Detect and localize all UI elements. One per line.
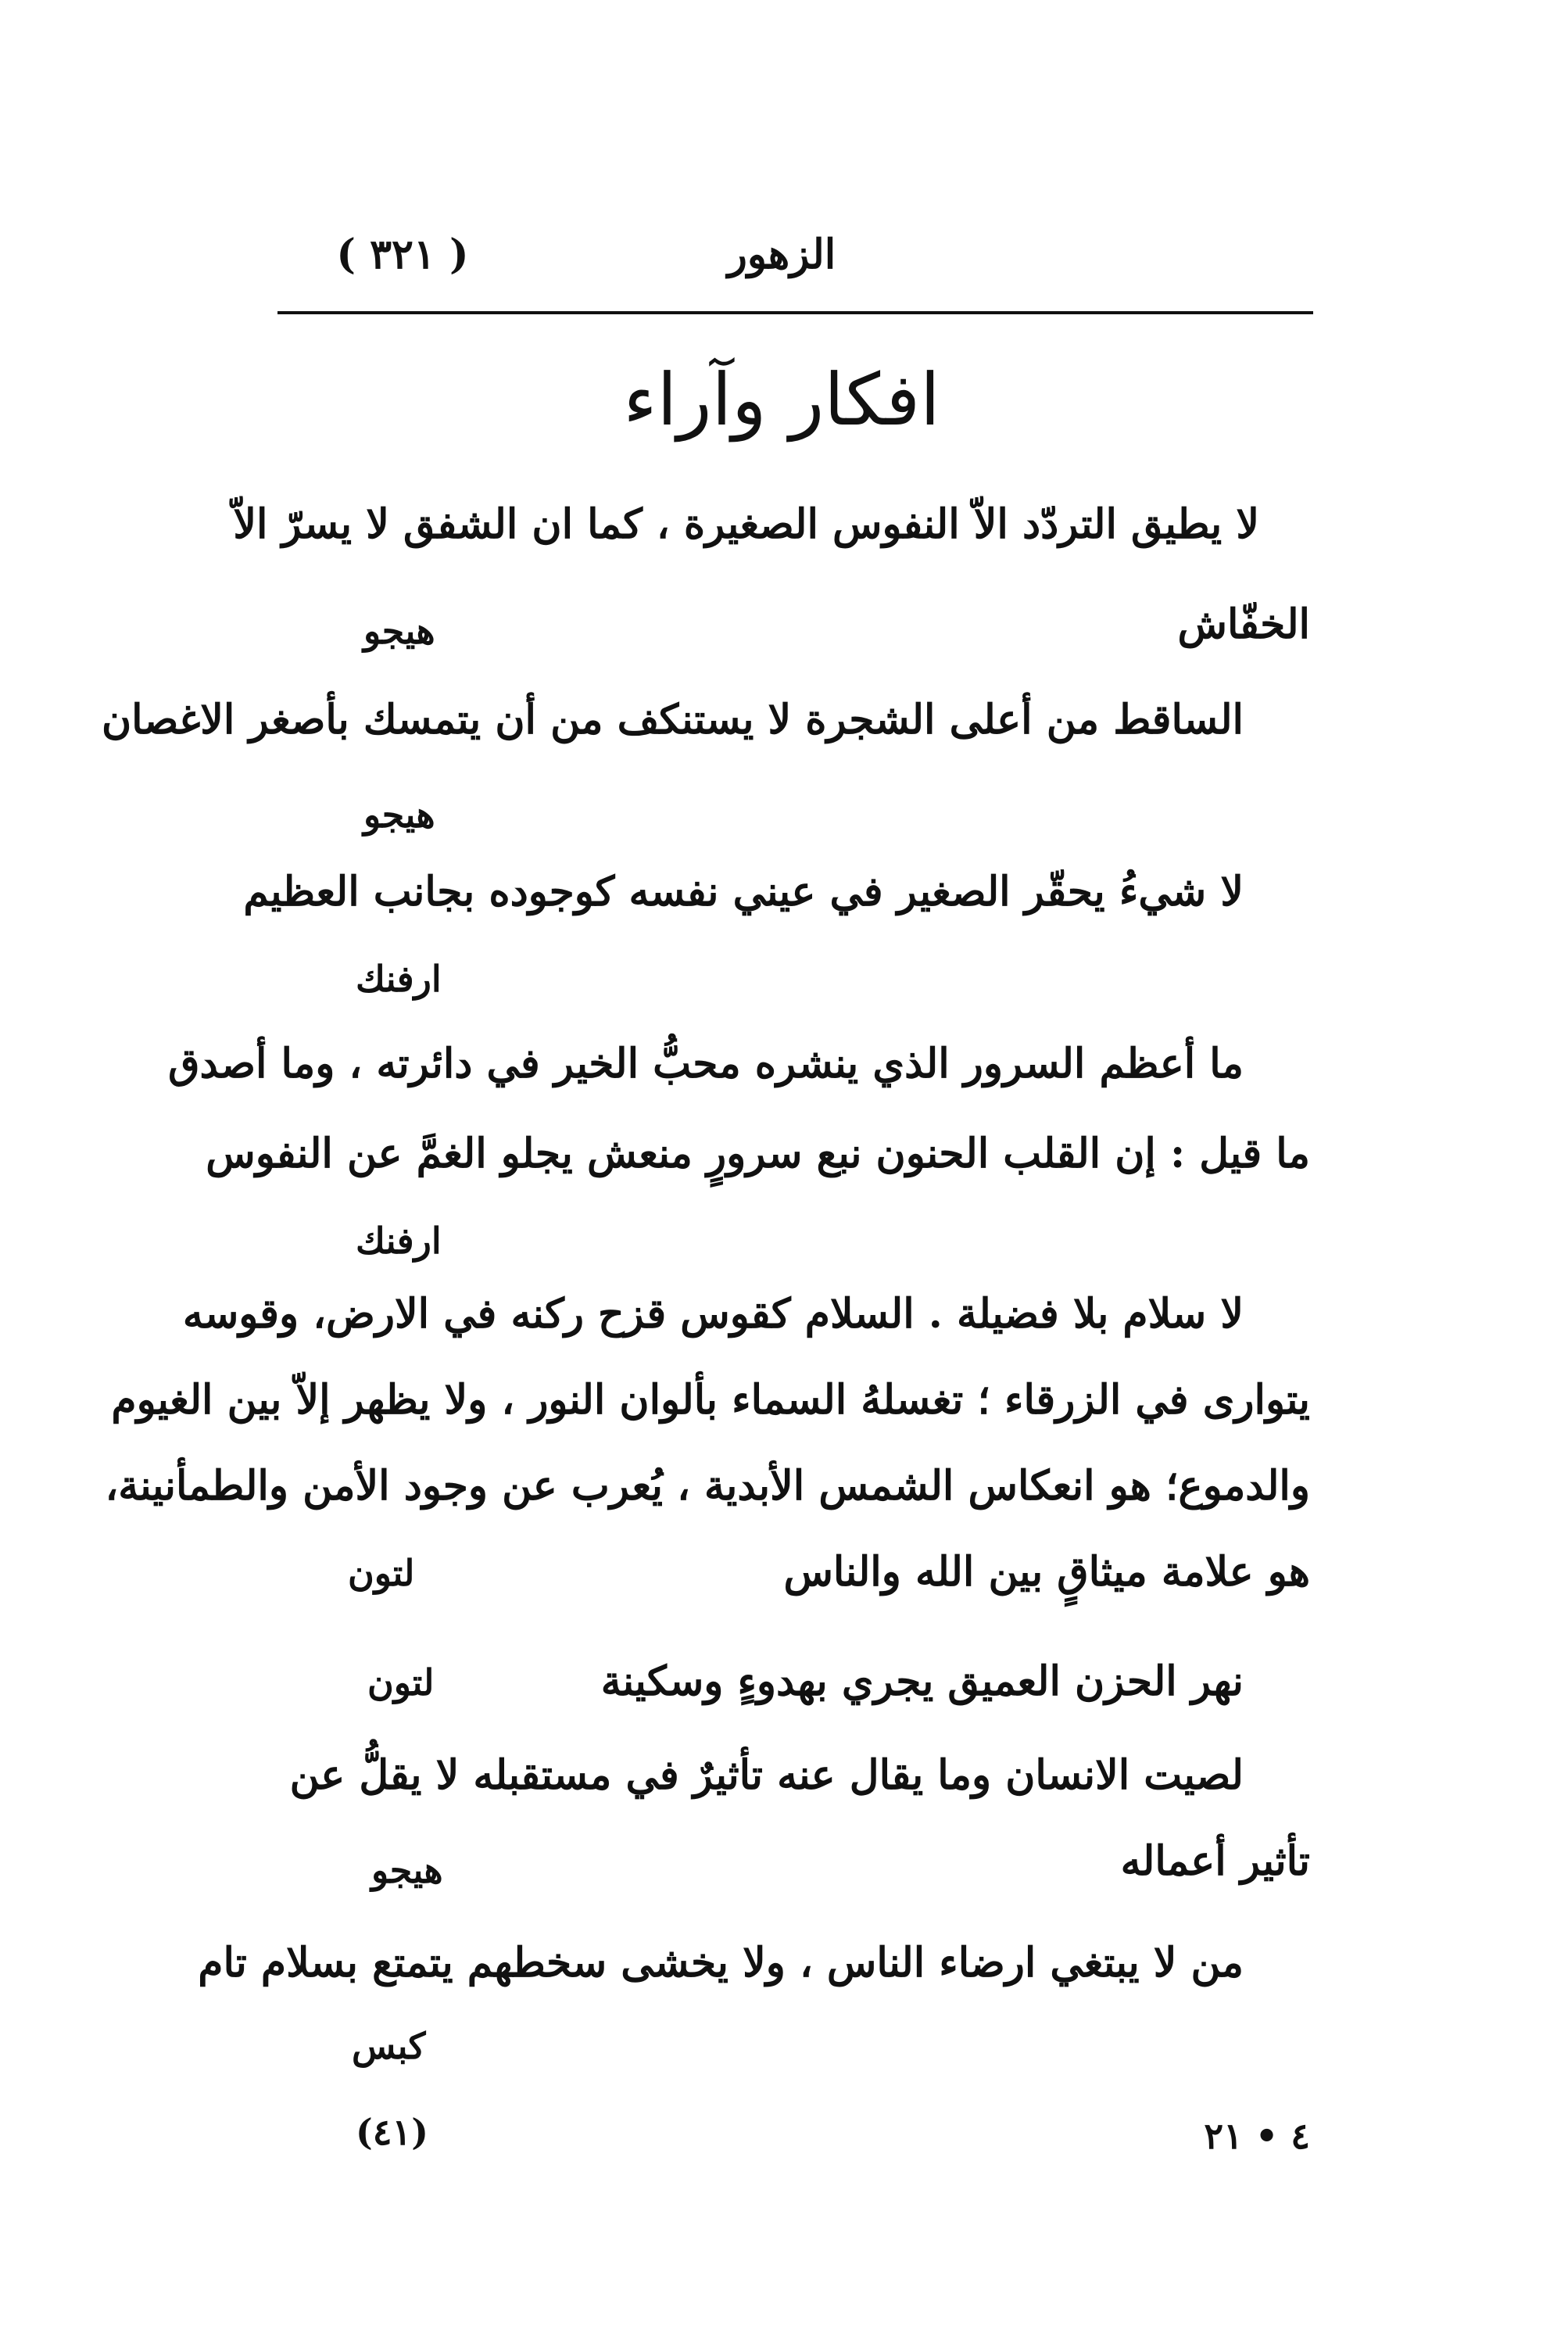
quote-1-author: هيجو [363,610,435,652]
quote-5-line-2: يتوارى في الزرقاء ؛ تغسلهُ السماء بألوان النور ، ولا يظهر إلاّ بين الغيوم [111,1376,1310,1424]
running-header-title: الزهور [727,231,836,278]
quote-3-line-1: لا شيءُ يحقّر الصغير في عيني نفسه كوجوده بجانب العظيم [243,868,1244,915]
quote-3-author: ارفنك [356,958,442,1000]
quote-7-author: هيجو [371,1849,443,1891]
quote-5-line-1: لا سلام بلا فضيلة . السلام كقوس قزح ركنه في الارض، وقوسه [182,1290,1244,1338]
quote-6-line-1: نهر الحزن العميق يجري بهدوءٍ وسكينة [600,1657,1244,1705]
header-rule [277,311,1313,314]
quote-4-line-1: ما أعظم السرور الذي ينشره محبُّ الخير في دائرته ، وما أصدق [168,1040,1244,1087]
quote-8-line-1: من لا يبتغي ارضاء الناس ، ولا يخشى سخطهم يتمتع بسلام تام [198,1939,1244,1987]
quote-8-author: كبس [352,2025,426,2067]
section-title: افكار وآراء [623,358,940,442]
quote-7-line-2: تأثير أعماله [1120,1837,1310,1885]
quote-7-line-1: لصيت الانسان وما يقال عنه تأثيرٌ في مستقبله لا يقلُّ عن [289,1751,1244,1799]
signature-mark: (٤١) [356,2111,428,2153]
quote-1-line-1: لا يطيق التردّد الاّ النفوس الصغيرة ، كما ان الشفق لا يسرّ الاّ [233,500,1259,548]
quote-5-author: لتون [348,1552,415,1594]
quote-4-line-2: ما قيل : إن القلب الحنون نبع سرورٍ منعش يجلو الغمَّ عن النفوس [206,1130,1310,1177]
quote-5-line-3: والدموع؛ هو انعكاس الشمس الأبدية ، يُعرب عن وجود الأمن والطمأنينة، [105,1462,1310,1510]
quote-2-line-1: الساقط من أعلى الشجرة لا يستنكف من أن يتمسك بأصغر الاغصان [101,696,1244,743]
page-number: ( ٣٢١ ) [336,231,469,278]
quote-6-author: لتون [367,1661,435,1704]
print-code: ٤ • ٢١ [1204,2115,1310,2157]
quote-1-line-2: الخفّاش [1177,600,1310,648]
quote-5-line-4: هو علامة ميثاقٍ بين الله والناس [783,1548,1310,1596]
quote-4-author: ارفنك [356,1220,442,1262]
quote-2-author: هيجو [363,794,435,836]
